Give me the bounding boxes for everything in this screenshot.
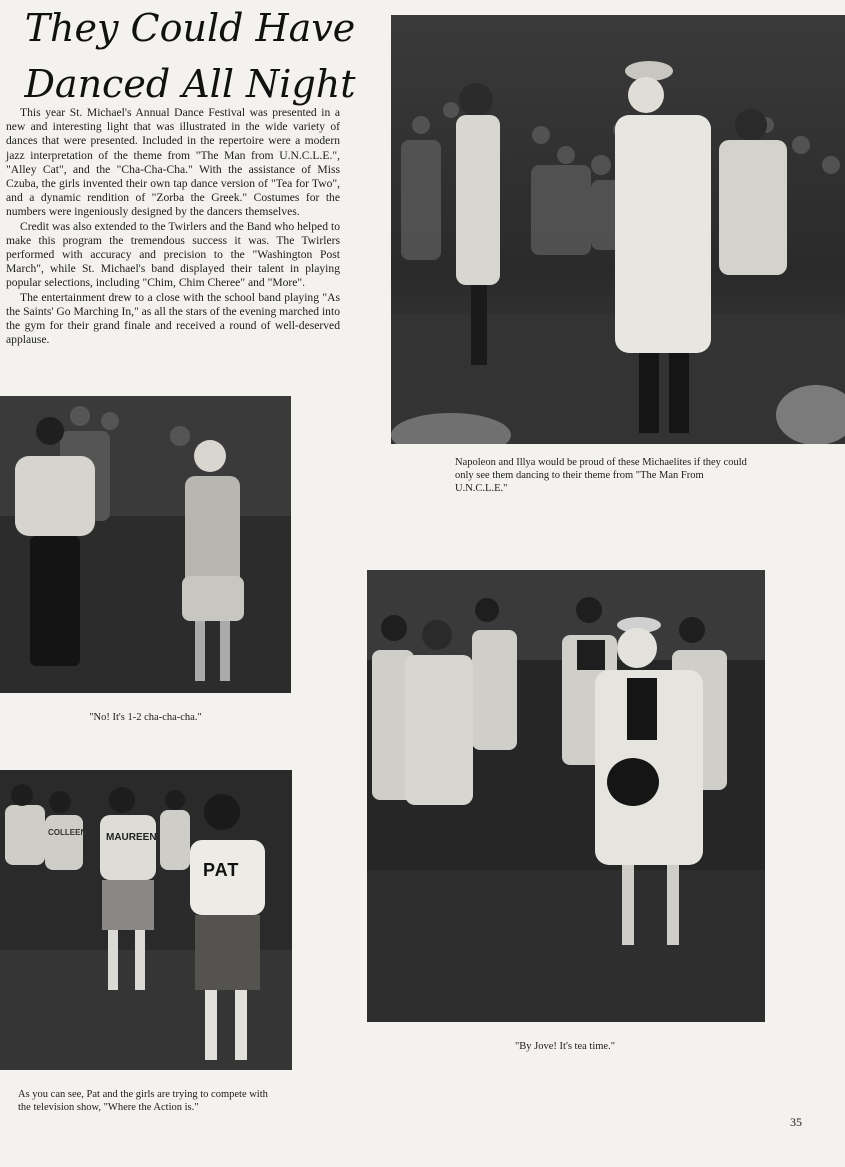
photo-cha-cha-dancers (0, 396, 291, 693)
sweater-label-pat: PAT (203, 860, 240, 880)
photo-uncle-dancers (391, 15, 845, 444)
caption-uncle: Napoleon and Illya would be proud of these Michaelites if they could only see them dancing to their theme from "The Man From U.N.C.L.E." (455, 457, 747, 494)
title-line-1: They Could Have (24, 6, 356, 50)
article-paragraph: The entertainment drew to a close with the school band playing "As the Saints' Go Marching In," as all the stars of the evening marched into the gym for their grand finale and received a round of well-deserved applause. (6, 290, 340, 347)
article-body (6, 106, 340, 347)
page-title (0, 0, 380, 112)
page-number: 35 (790, 1115, 802, 1129)
sweater-label-colleen: COLLEEN (48, 828, 87, 837)
photo-pat-sweaters (0, 770, 292, 1070)
article-paragraph: Credit was also extended to the Twirlers and the Band who helped to make this program the tremendous success it was. The Twirlers performed with accuracy and precision to the "Washington Post March", while St. Michael's band displayed their talent in playing popular selections, including "Chim, Chim Cheree" and "More". (6, 219, 340, 290)
sweater-label-maureen: MAUREEN (106, 832, 157, 843)
photo-tea-time (367, 570, 765, 1022)
caption-tea-time: "By Jove! It's tea time." (515, 1041, 615, 1052)
caption-pat: As you can see, Pat and the girls are trying to compete with the television show, "Where the Action is." (18, 1089, 268, 1113)
article-paragraph: This year St. Michael's Annual Dance Festival was presented in a new and interesting light that was illustrated in the wide variety of dances that were presented. Included in the repertoire were a modern jazz interpretation of the theme from "The Man from U.N.C.L.E.", "Alley Cat", and the "Cha-Cha-Cha." With the assistance of Miss Czuba, the girls invented their own tap dance version of "Tea for Two", and a dynamic rendition of "Zorba the Greek." Costumes for the numbers were ingeniously designed by the dancers themselves. (6, 106, 340, 219)
caption-cha-cha: "No! It's 1-2 cha-cha-cha." (89, 712, 202, 723)
title-line-2: Danced All Night (24, 62, 356, 106)
